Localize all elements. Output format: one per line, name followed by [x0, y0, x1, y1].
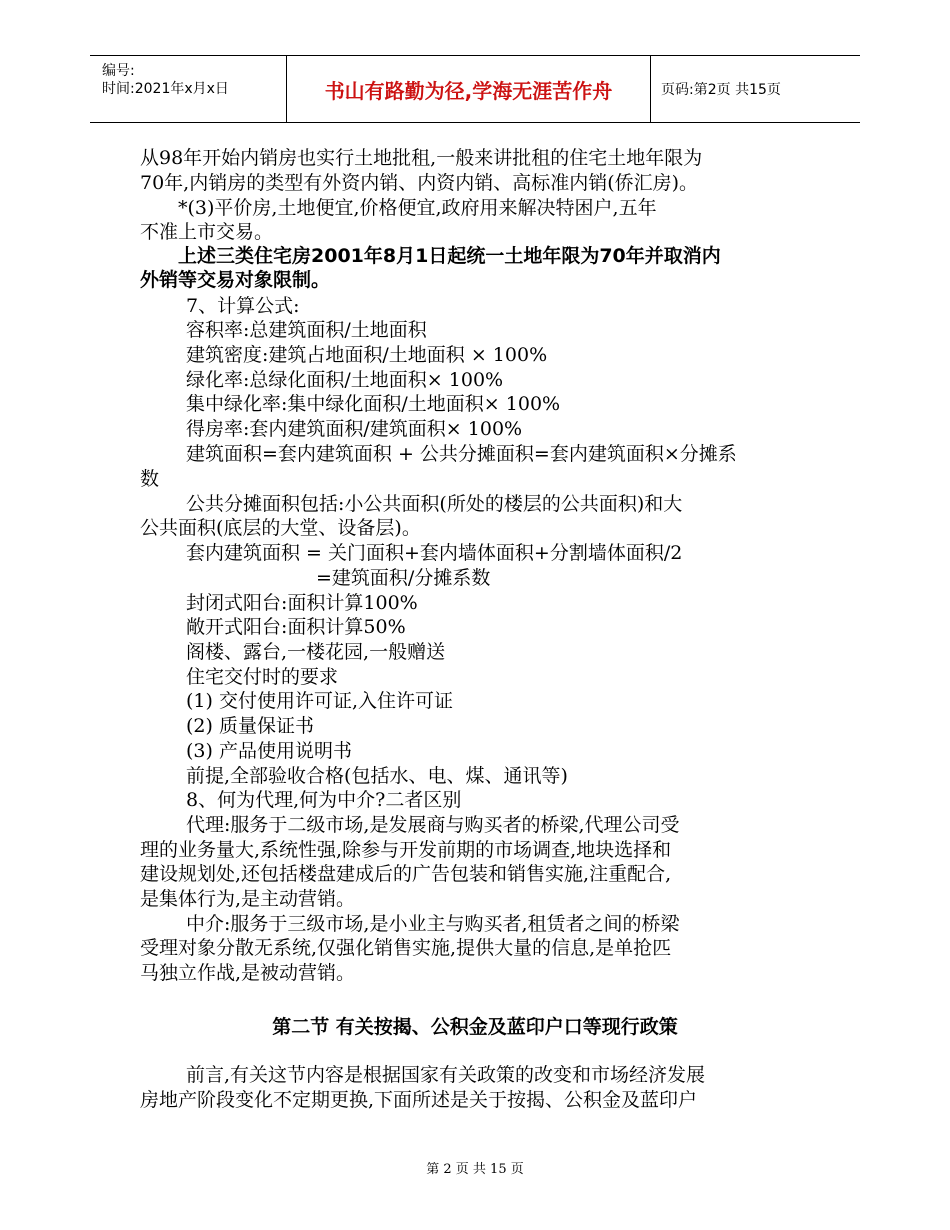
header-page-label: 页码:第2页 共15页: [661, 82, 781, 98]
section-title: 第二节 有关按揭、公积金及蓝印户口等现行政策: [272, 1016, 678, 1038]
page-header: [90, 55, 860, 123]
text-line: 建设规划处,还包括楼盘建成后的广告包装和销售实施,注重配合,: [140, 863, 672, 885]
text-line: 前言,有关这节内容是根据国家有关政策的改变和市场经济发展: [186, 1064, 706, 1086]
text-line: 7、计算公式:: [186, 295, 300, 317]
text-line: 房地产阶段变化不定期更换,下面所述是关于按揭、公积金及蓝印户: [140, 1089, 698, 1111]
text-line: *(3)平价房,土地便宜,价格便宜,政府用来解决特困户,五年: [178, 197, 657, 219]
text-line: 套内建筑面积 = 关门面积+套内墙体面积+分割墙体面积/2: [186, 542, 683, 564]
text-line: 集中绿化率:集中绿化面积/土地面积× 100%: [186, 393, 561, 415]
text-line: =建筑面积/分摊系数: [316, 567, 491, 589]
header-meta: [90, 56, 286, 122]
list-item: (3) 产品使用说明书: [186, 740, 352, 762]
text-line: 公共面积(底层的大堂、设备层)。: [140, 517, 421, 539]
text-line: 代理:服务于二级市场,是发展商与购买者的桥梁,代理公司受: [186, 814, 680, 836]
text-line: 公共分摊面积包括:小公共面积(所处的楼层的公共面积)和大: [186, 493, 683, 515]
text-line: 封闭式阳台:面积计算100%: [186, 592, 418, 614]
text-line: 建筑面积=套内建筑面积 + 公共分摊面积=套内建筑面积×分摊系: [186, 443, 737, 465]
list-item: (2) 质量保证书: [186, 715, 314, 737]
text-line: 受理对象分散无系统,仅强化销售实施,提供大量的信息,是单抢匹: [140, 937, 672, 959]
text-line: 中介:服务于三级市场,是小业主与购买者,租赁者之间的桥梁: [186, 913, 680, 935]
text-line: 绿化率:总绿化面积/土地面积× 100%: [186, 369, 504, 391]
bold-text-line: 外销等交易对象限制。: [140, 269, 331, 291]
text-line: 从98年开始内销房也实行土地批租,一般来讲批租的住宅土地年限为: [140, 147, 703, 169]
text-line: 马独立作战,是被动营销。: [140, 962, 356, 984]
list-item: (1) 交付使用许可证,入住许可证: [186, 690, 453, 712]
text-line: 不准上市交易。: [140, 221, 274, 243]
text-line: 建筑密度:建筑占地面积/土地面积 × 100%: [186, 344, 548, 366]
text-line: 阁楼、露台,一楼花园,一般赠送: [186, 641, 446, 663]
text-line: 70年,内销房的类型有外资内销、内资内销、高标准内销(侨汇房)。: [140, 172, 699, 194]
text-line: 数: [140, 468, 160, 490]
text-line: 8、何为代理,何为中介?二者区别: [186, 789, 462, 811]
bold-text-line: 上述三类住宅房2001年8月1日起统一土地年限为70年并取消内: [178, 245, 721, 267]
text-line: 前提,全部验收合格(包括水、电、煤、通讯等): [186, 765, 568, 787]
text-line: 是集体行为,是主动营销。: [140, 888, 356, 910]
text-line: 敞开式阳台:面积计算50%: [186, 616, 406, 638]
text-line: 容积率:总建筑面积/土地面积: [186, 319, 427, 341]
time-label: 时间:2021年x月x日: [102, 81, 229, 97]
page-footer: 第 2 页 共 15 页: [426, 1162, 524, 1177]
text-line: 理的业务量大,系统性强,除参与开发前期的市场调查,地块选择和: [140, 839, 672, 861]
header-motto: 书山有路勤为径,学海无涯苦作舟: [324, 78, 613, 103]
text-line: 住宅交付时的要求: [186, 666, 339, 688]
text-line: 得房率:套内建筑面积/建筑面积× 100%: [186, 418, 523, 440]
number-label: 编号:: [102, 63, 135, 79]
